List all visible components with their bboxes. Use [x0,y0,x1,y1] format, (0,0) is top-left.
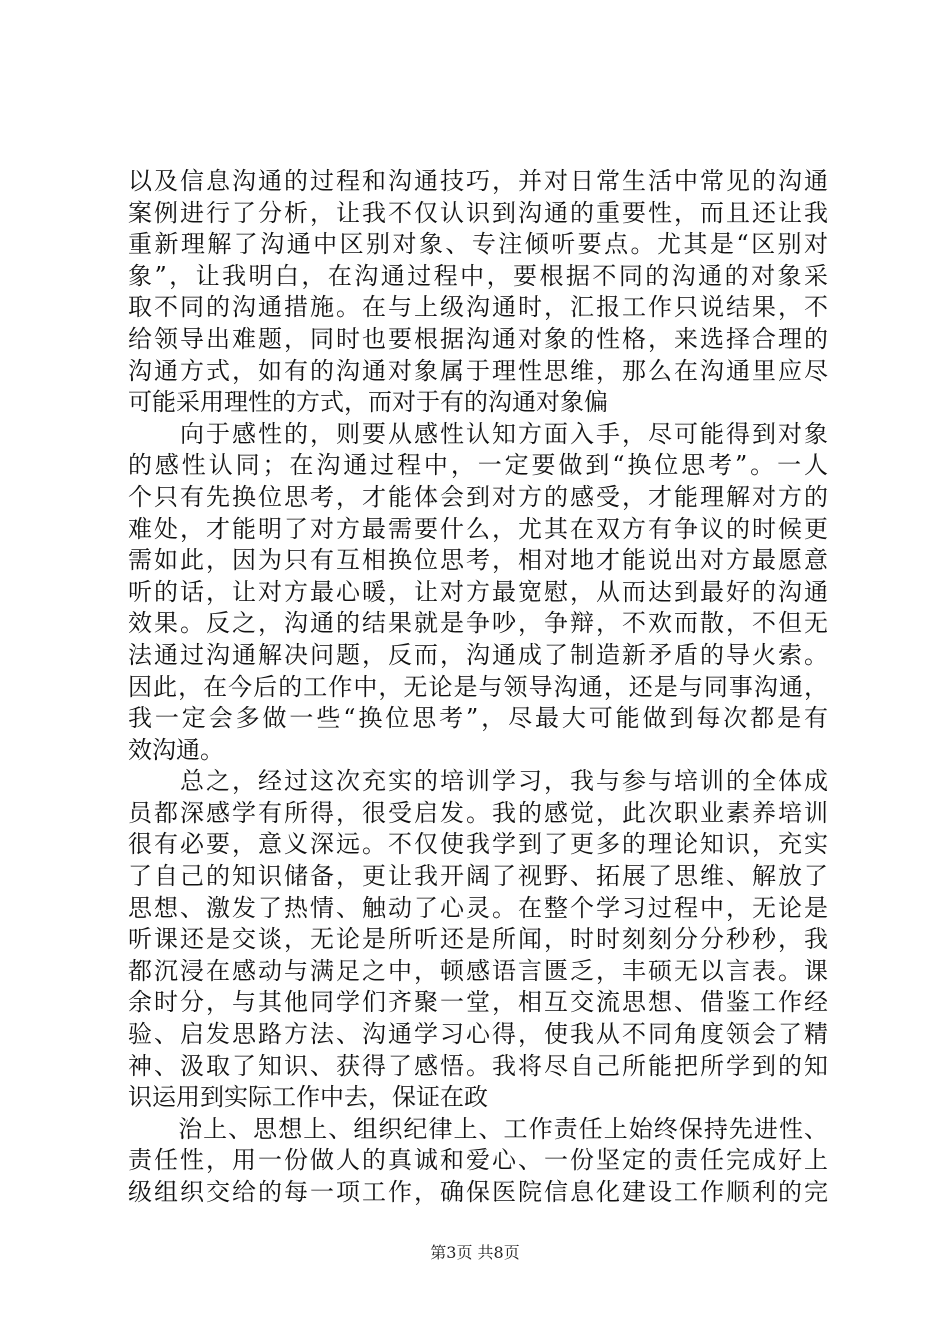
text-line: 我一定会多做一些“换位思考”，尽最大可能做到每次都是有 [128,704,828,733]
text-line: 很有必要，意义深远。不仅使我学到了更多的理论知识，充实 [128,830,828,859]
text-line: 总之，经过这次充实的培训学习，我与参与培训的全体成 [128,767,828,796]
text-line: 余时分，与其他同学们齐聚一堂，相互交流思想、借鉴工作经 [128,988,828,1017]
text-line: 个只有先换位思考，才能体会到对方的感受，才能理解对方的 [128,482,828,511]
text-line: 了自己的知识储备，更让我开阔了视野、拓展了思维、解放了 [128,862,828,891]
text-line: 难处，才能明了对方最需要什么，尤其在双方有争议的时候更 [128,514,828,543]
text-line: 向于感性的，则要从感性认知方面入手，尽可能得到对象 [128,419,828,448]
text-line: 的感性认同；在沟通过程中，一定要做到“换位思考”。一人 [128,451,828,480]
text-line: 思想、激发了热情、触动了心灵。在整个学习过程中，无论是 [128,893,828,922]
page-indicator: 第3页 共8页 [430,1243,520,1262]
text-line: 员都深感学有所得，很受启发。我的感觉，此次职业素养培训 [128,798,828,827]
text-line: 需如此，因为只有互相换位思考，相对地才能说出对方最愿意 [128,546,828,575]
text-line: 级组织交给的每一项工作，确保医院信息化建设工作顺利的完 [128,1178,828,1206]
text-line: 验、启发思路方法、沟通学习心得，使我从不同角度领会了精 [128,1020,828,1049]
page-footer [0,1242,950,1264]
text-line: 识运用到实际工作中去，保证在政 [128,1083,488,1112]
text-line: 都沉浸在感动与满足之中，顿感语言匮乏，丰硕无以言表。课 [128,956,828,985]
text-line: 法通过沟通解决问题，反而，沟通成了制造新矛盾的导火索。 [128,640,828,669]
text-line: 象”，让我明白，在沟通过程中，要根据不同的沟通的对象采 [128,261,828,290]
text-line: 听的话，让对方最心暖，让对方最宽慰，从而达到最好的沟通 [128,577,828,606]
text-line: 责任性，用一份做人的真诚和爱心、一份坚定的责任完成好上 [128,1146,828,1175]
text-line: 效果。反之，沟通的结果就是争吵，争辩，不欢而散，不但无 [128,609,828,638]
text-line: 听课还是交谈，无论是所听还是所闻，时时刻刻分分秒秒，我 [128,925,828,954]
text-line: 效沟通。 [128,735,224,764]
body-text [128,166,828,1209]
text-line: 案例进行了分析，让我不仅认识到沟通的重要性，而且还让我 [128,198,828,227]
text-line: 因此，在今后的工作中，无论是与领导沟通，还是与同事沟通， [128,672,828,701]
text-line: 重新理解了沟通中区别对象、专注倾听要点。尤其是“区别对 [128,230,828,259]
text-line: 给领导出难题，同时也要根据沟通对象的性格，来选择合理的 [128,324,828,353]
text-line: 神、汲取了知识、获得了感悟。我将尽自己所能把所学到的知 [128,1051,828,1080]
text-line: 取不同的沟通措施。在与上级沟通时，汇报工作只说结果，不 [128,293,828,322]
text-line: 沟通方式，如有的沟通对象属于理性思维，那么在沟通里应尽 [128,356,828,385]
text-line: 可能采用理性的方式，而对于有的沟通对象偏 [128,388,608,417]
text-line: 治上、思想上、组织纪律上、工作责任上始终保持先进性、 [128,1114,828,1143]
text-line: 以及信息沟通的过程和沟通技巧，并对日常生活中常见的沟通 [128,167,828,195]
